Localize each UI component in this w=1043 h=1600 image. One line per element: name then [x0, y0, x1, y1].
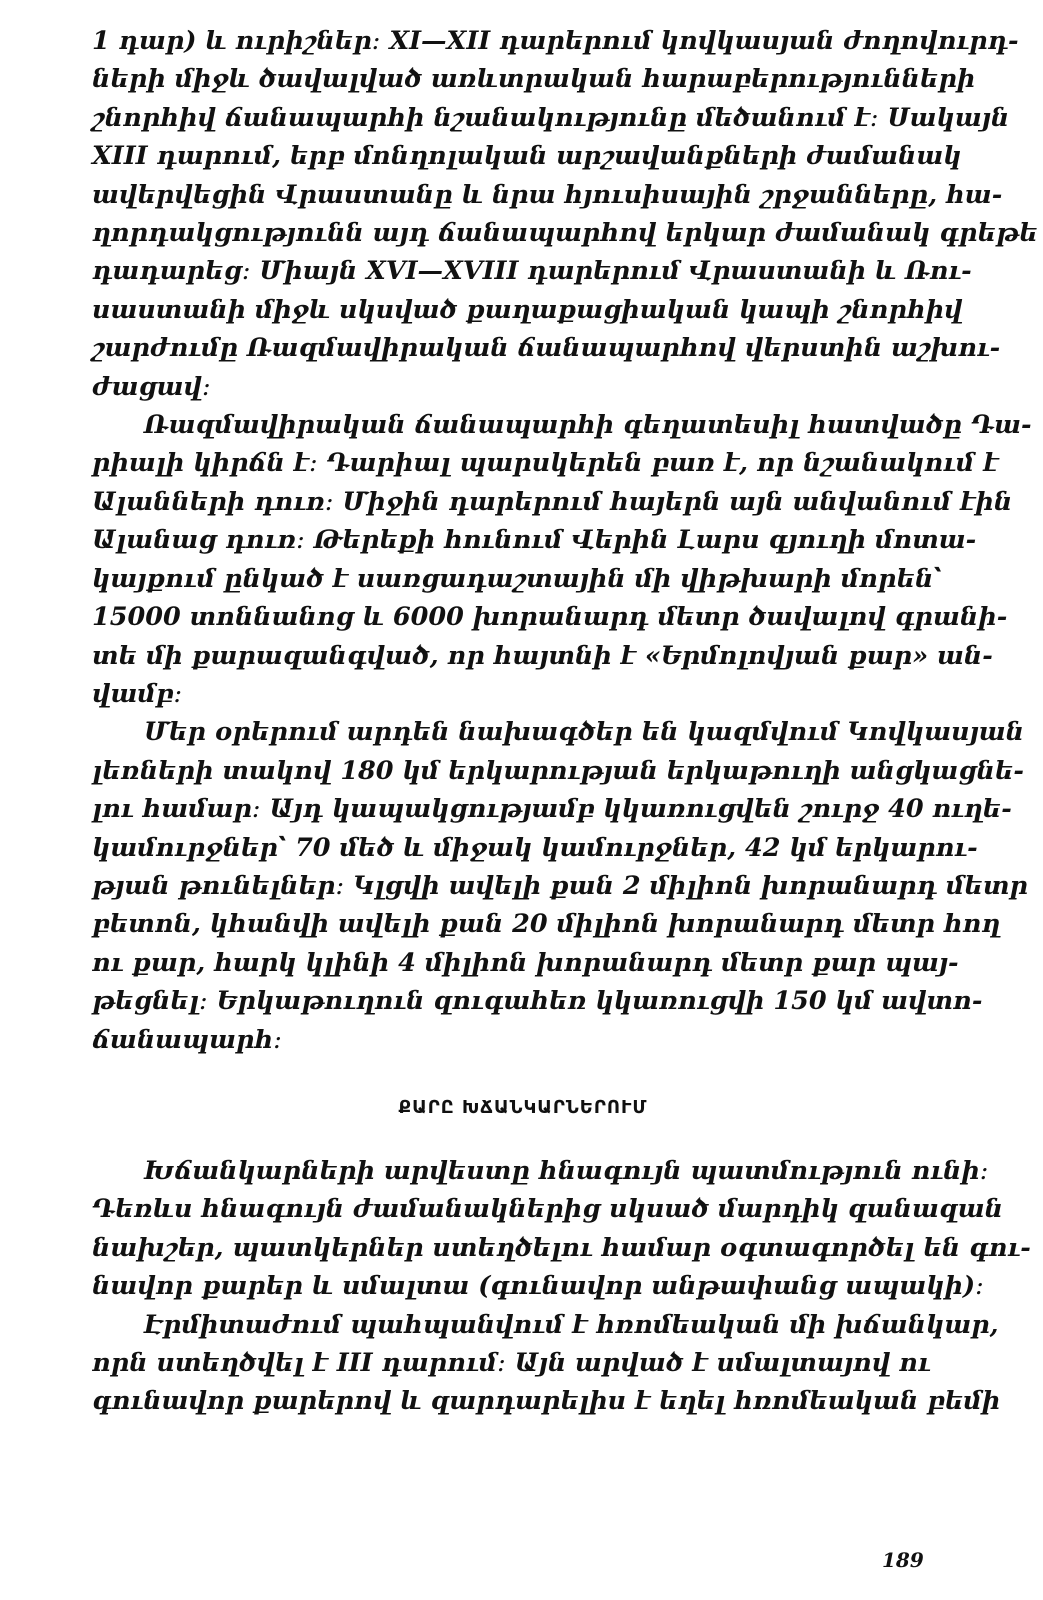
- text-line: գունավոր քարերով և զարդարելիս է եղել հռոմեական բեմի: [92, 1386, 1001, 1417]
- text-line: Ալանների դուռ։ Միջին դարերում հայերն այն անվանում էին: [92, 486, 1013, 517]
- text-line: ների միջև ծավալված առևտրական հարաբերությունների: [92, 64, 976, 95]
- text-line: դադարեց։ Միայն XVI—XVIII դարերում Վրաստանի և Ռու-: [92, 256, 972, 287]
- text-line: Դեռևս հնագույն ժամանակներից սկսած մարդիկ զանազան: [92, 1194, 1004, 1225]
- paragraph-5: [92, 1306, 1001, 1421]
- text-line: լու համար։ Այդ կապակցությամբ կկառուցվեն շուրջ 40 ուղե-: [92, 794, 1012, 825]
- text-line: նավոր քարեր և սմալտա (գունավոր անթափանց ապակի)։: [92, 1271, 984, 1302]
- text-line: ու քար, հարկ կլինի 4 միլիոն խորանարդ մետր քար պայ-: [92, 947, 959, 978]
- text-line: ժացավ։: [92, 371, 211, 402]
- paragraph-1: [92, 22, 1038, 406]
- text-line: 15000 տոննանոց և 6000 խորանարդ մետր ծավալով գրանի-: [92, 602, 1008, 633]
- text-line: Մեր օրերում արդեն նախագծեր են կազմվում Կովկասյան: [144, 717, 1024, 748]
- text-line: թյան թունելներ։ Կլցվի ավելի քան 2 միլիոն խորանարդ մետր: [92, 870, 1028, 901]
- text-line: ղորդակցությունն այդ ճանապարհով երկար ժամանակ գրեթե: [92, 218, 1038, 249]
- paragraph-3: [92, 713, 1028, 1059]
- text-line: կայքում ընկած է սառցադաշտային մի վիթխարի մորեն՝: [92, 563, 942, 594]
- paragraph-2: [92, 406, 1032, 713]
- text-line: թեցնել։ Երկաթուղուն զուգահեռ կկառուցվի 150 կմ ավտո-: [92, 986, 983, 1017]
- text-line: տե մի քարազանգված, որ հայտնի է «Երմոլովյան քար» ան-: [92, 640, 993, 671]
- text-line: նախշեր, պատկերներ ստեղծելու համար օգտագործել են գու-: [92, 1232, 1031, 1263]
- text-line: ավերվեցին Վրաստանը և նրա հյուսիսային շրջանները, հա-: [92, 179, 1003, 210]
- text-line: շարժումը Ռազմավիրական ճանապարհով վերստին աշխու-: [92, 333, 1001, 364]
- paragraph-4: [92, 1152, 1031, 1306]
- text-line: շնորհիվ ճանապարհի նշանակությունը մեծանում է։ Սակայն: [92, 102, 1010, 133]
- text-line: Ռազմավիրական ճանապարհի գեղատեսիլ հատվածը Դա-: [144, 410, 1032, 441]
- text-line: Խճանկարների արվեստը հնագույն պատմություն ունի։: [144, 1155, 989, 1186]
- text-line: կամուրջներ՝ 70 մեծ և միջակ կամուրջներ, 42 կմ երկարու-: [92, 832, 978, 863]
- section-heading: ՔԱՐԸ ԽՃԱՆԿԱՐՆԵՐՈՒՄ: [398, 1096, 648, 1118]
- text-line: Էրմիտաժում պահպանվում է հռոմեական մի խճանկար,: [144, 1309, 999, 1340]
- text-line: վամբ։: [92, 678, 183, 709]
- page-number: 189: [882, 1548, 924, 1572]
- text-line: լեռների տակով 180 կմ երկարության երկաթուղի անցկացնե-: [92, 755, 1024, 786]
- text-line: սաստանի միջև սկսված քաղաքացիական կապի շնորհիվ: [92, 294, 963, 325]
- text-line: ճանապարհ։: [92, 1024, 282, 1055]
- text-line: որն ստեղծվել է III դարում։ Այն արված է սմալտայով ու: [92, 1348, 931, 1378]
- text-line: բետոն, կհանվի ավելի քան 20 միլիոն խորանարդ մետր հող: [92, 909, 1001, 940]
- text-line: 1 դար) և ուրիշներ։ XI—XII դարերում կովկասյան ժողովուրդ-: [92, 26, 1019, 56]
- text-line: Ալանաց դուռ։ Թերեքի հունում Վերին Լարս գյուղի մոտա-: [92, 525, 977, 556]
- page-body: [92, 22, 1038, 1421]
- text-line: րիալի կիրճն է։ Դարիալ պարսկերեն բառ է, որ նշանակում է: [92, 448, 999, 479]
- text-line: XIII դարում, երբ մոնղոլական արշավանքների ժամանակ: [92, 141, 962, 172]
